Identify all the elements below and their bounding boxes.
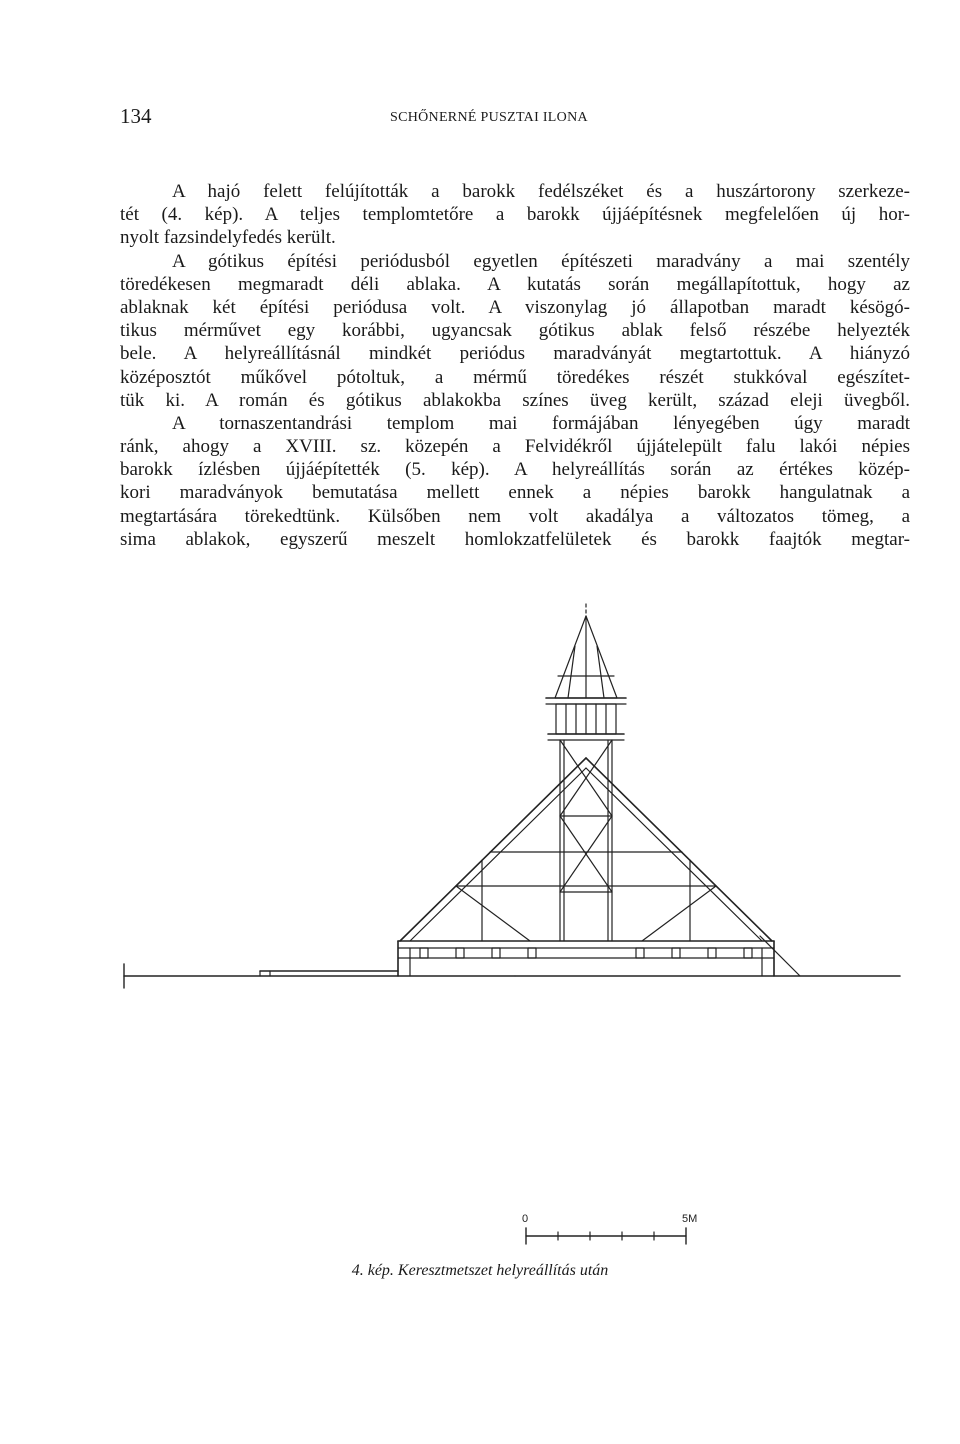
body-text bbox=[120, 180, 910, 551]
text-line: barokk ízlésben újjáépítették (5. kép). A helyreállítás során az értékes közép- bbox=[120, 459, 910, 481]
main-roof bbox=[400, 758, 800, 976]
text-line: tikus mérművet egy korábbi, ugyancsak gótikus ablak felső részébe helyezték bbox=[120, 320, 910, 342]
page-number: 134 bbox=[120, 104, 152, 128]
text-line: kori maradványok bemutatása mellett ennek a népies barokk hangulatnak a bbox=[120, 482, 910, 504]
running-head: SCHŐNERNÉ PUSZTAI ILONA bbox=[390, 110, 588, 125]
text-line: A gótikus építési periódusból egyetlen építészeti maradvány a mai szentély bbox=[172, 250, 910, 272]
tower-frame bbox=[560, 740, 612, 941]
figure-caption: 4. kép. Keresztmetszet helyreállítás után bbox=[351, 1262, 609, 1279]
text-line: középosztót műkővel pótoltuk, a mérmű töredékes részét stukkóval egészítet- bbox=[120, 366, 910, 388]
text-line: sima ablakok, egyszerű meszelt homlokzatfelületek és barokk faajtók megtar- bbox=[120, 528, 910, 550]
church-cross-section-drawing bbox=[110, 596, 910, 1276]
nave-walls bbox=[398, 941, 774, 976]
text-line: nyolt fazsindelyfedés került. bbox=[120, 227, 336, 249]
text-line: A tornaszentandrási templom mai formájában lényegében úgy maradt bbox=[172, 412, 910, 434]
scale-end-label: 5M bbox=[682, 1213, 698, 1225]
scale-start-label: 0 bbox=[522, 1213, 529, 1225]
text-line: tét (4. kép). A teljes templomtetőre a barokk újjáépítésnek megfelelően új hor- bbox=[120, 204, 910, 226]
text-line: töredékesen megmaradt déli ablaka. A kutatás során megállapítottuk, hogy az bbox=[120, 273, 910, 295]
scale-bar bbox=[522, 1213, 697, 1244]
text-line: tük ki. A román és gótikus ablakokba színes üveg került, század eleji üvegből. bbox=[120, 389, 910, 411]
cross-section-figure bbox=[110, 596, 910, 1276]
text-line: ránk, ahogy a XVIII. sz. közepén a Felvidékről újjátelepült falu lakói népies bbox=[120, 436, 910, 458]
text-line: ablaknak két építési periódusa volt. A viszonylag jó állapotban maradt késögó- bbox=[120, 296, 910, 318]
text-line: A hajó felett felújították a barokk fedélszéket és a huszártorony szerkeze- bbox=[172, 181, 910, 202]
page-header bbox=[120, 104, 910, 134]
text-line: bele. A helyreállításnál mindkét periódus maradványát megtartottuk. A hiányzó bbox=[120, 343, 910, 365]
ceiling-joists bbox=[398, 941, 774, 958]
tower-spire bbox=[546, 604, 626, 740]
text-line: megtartására törekedtünk. Külsőben nem volt akadálya a változatos tömeg, a bbox=[120, 505, 910, 527]
